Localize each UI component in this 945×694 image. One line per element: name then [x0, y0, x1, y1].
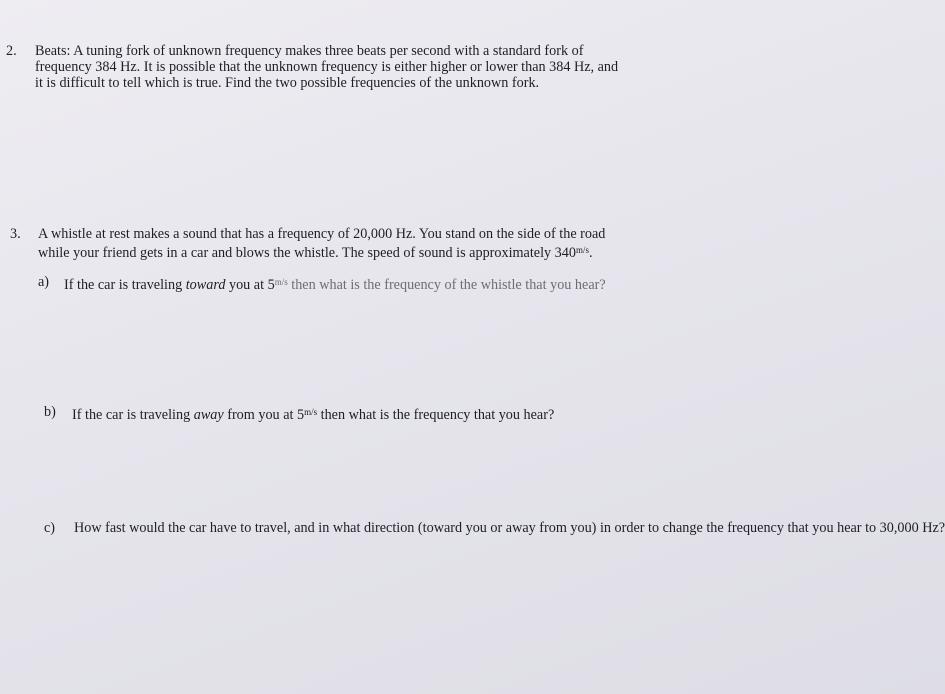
speed-unit: m/s — [575, 245, 589, 255]
period: . — [588, 245, 593, 261]
part-text-faded: then what is the frequency of the whistle that you hear? — [287, 277, 606, 293]
part-text — [72, 404, 554, 423]
emphasis-word: toward — [185, 277, 226, 293]
emphasis-word: away — [193, 407, 224, 423]
part-line: How fast would the car have to travel, and in what direction (toward you or away from you) in — [74, 520, 611, 536]
question-line — [38, 242, 605, 261]
speed-unit: m/s — [274, 277, 288, 287]
part-line: order to change the frequency that you hear to 30,000 Hz? — [614, 520, 945, 536]
question-text — [35, 43, 618, 91]
part-text-post: then what is the frequency that you hear? — [317, 407, 555, 423]
part-text-mid: you at 5 — [225, 277, 275, 293]
question-line: Beats: A tuning fork of unknown frequency makes three beats per second with a standard fork of — [35, 43, 584, 59]
part-label: b) — [44, 404, 56, 420]
part-text-mid: from you at 5 — [223, 407, 305, 423]
question-line: it is difficult to tell which is true. Find the two possible frequencies of the unknown fork. — [35, 75, 540, 91]
part-text-pre: If the car is traveling — [72, 407, 194, 423]
part-label: a) — [38, 274, 50, 290]
part-text — [74, 520, 945, 536]
speed-unit: m/s — [304, 407, 318, 417]
question-number: 3. — [10, 226, 21, 242]
question-number: 2. — [6, 43, 17, 59]
part-text — [64, 274, 606, 293]
question-line: A whistle at rest makes a sound that has a frequency of 20,000 Hz. You stand on the side of the road — [38, 226, 606, 242]
part-text-pre: If the car is traveling — [64, 277, 186, 293]
question-text — [38, 226, 605, 261]
question-line-text: while your friend gets in a car and blows the whistle. The speed of sound is approximately 340 — [38, 245, 576, 261]
question-line: frequency 384 Hz. It is possible that the unknown frequency is either higher or lower than 384 Hz, and — [35, 59, 619, 75]
part-label: c) — [44, 520, 56, 536]
